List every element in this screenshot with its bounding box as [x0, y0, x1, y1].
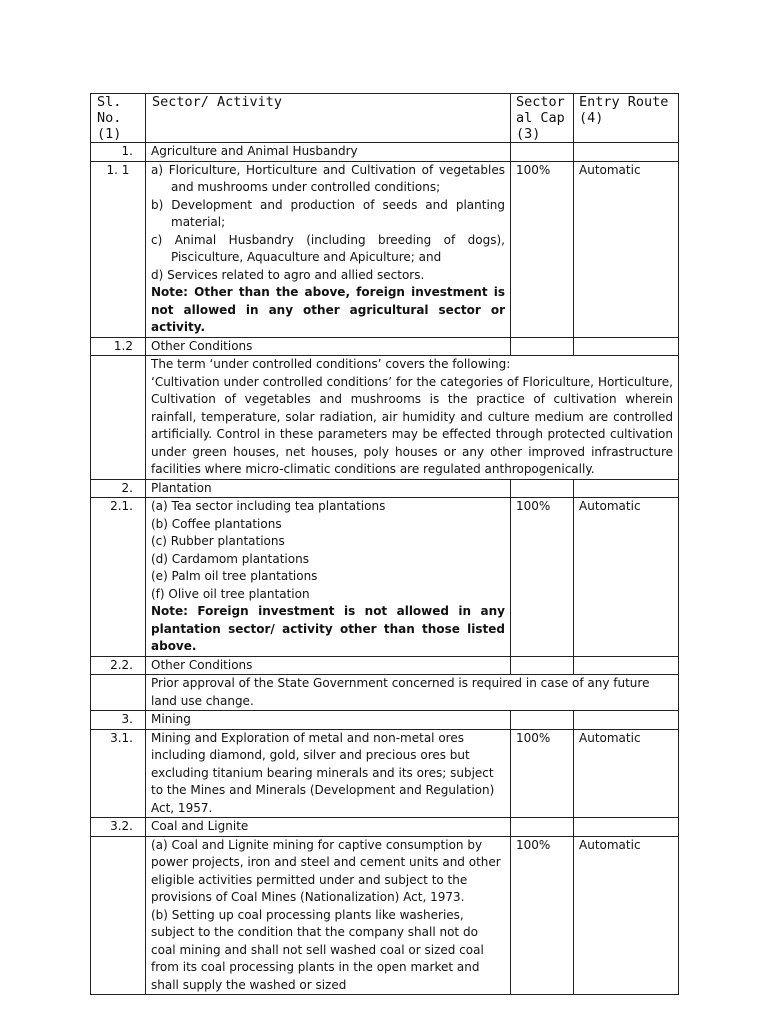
table-row — [91, 675, 679, 711]
row-number: 1. 1 — [91, 161, 146, 337]
table-row — [91, 729, 679, 818]
section-title: Coal and Lignite — [146, 818, 511, 837]
cap-value: 100% — [511, 729, 574, 818]
table-header-row — [91, 94, 679, 143]
row-number: 3. — [91, 711, 146, 730]
route-value: Automatic — [574, 498, 679, 657]
section-title: Plantation — [146, 479, 511, 498]
list-item: (f) Olive oil tree plantation — [151, 586, 310, 601]
list-item: b) Development and production of seeds and planting material; — [151, 197, 505, 229]
conditions-text: The term ‘under controlled conditions’ covers the following: ‘Cultivation under controlled conditions’ for the categories of Floriculture, Horticulture, Cultivation of vegetables and mushrooms is the practice of cultivation wherein rainfall, temperature, solar radiation, air humidity and culture medium are controlled artificially. Control in these parameters may be effected through protected cultivation under green houses, net houses, poly houses or any other improved infrastructure facilities where micro-climatic conditions are regulated anthropogenically. — [146, 356, 679, 480]
table-row — [91, 818, 679, 837]
list-item: a) Floriculture, Horticulture and Cultivation of vegetables and mushrooms under controlled conditions; — [151, 162, 505, 194]
route-value: Automatic — [574, 161, 679, 337]
fdi-sector-table — [90, 93, 679, 995]
note-text: Note: Foreign investment is not allowed in any plantation sector/ activity other than those listed above. — [151, 604, 505, 653]
section-title: Mining — [146, 711, 511, 730]
table-row — [91, 836, 679, 995]
section-title: Agriculture and Animal Husbandry — [146, 143, 511, 162]
list-item: (a) Coal and Lignite mining for captive consumption by power projects, iron and steel and cement units and other eligible activities permitted under and subject to the provisions of Coal Mines (Nationalization) Act, 1973. — [151, 837, 501, 904]
row-number: 1. — [91, 143, 146, 162]
table-row — [91, 143, 679, 162]
row-number: 1.2 — [91, 337, 146, 356]
table-row — [91, 656, 679, 675]
conditions-text: Prior approval of the State Government concerned is required in case of any future land use change. — [146, 675, 679, 711]
list-item: (d) Cardamom plantations — [151, 551, 309, 566]
activity-cell — [146, 498, 511, 657]
table-row — [91, 337, 679, 356]
header-sl-no: Sl. No. (1) — [91, 94, 146, 143]
row-number: 2.1. — [91, 498, 146, 657]
conditions-title: Other Conditions — [146, 656, 511, 675]
cap-value: 100% — [511, 161, 574, 337]
list-item: (a) Tea sector including tea plantations — [151, 499, 386, 513]
route-value: Automatic — [574, 836, 679, 995]
list-item: c) Animal Husbandry (including breeding of dogs), Pisciculture, Aquaculture and Apiculture; and — [151, 232, 505, 264]
header-sectoral-cap: Sector al Cap (3) — [511, 94, 574, 143]
list-item: (b) Coffee plantations — [151, 516, 282, 531]
table-row — [91, 479, 679, 498]
table-row — [91, 161, 679, 337]
header-sector-activity: Sector/ Activity — [146, 94, 511, 143]
row-number: 2. — [91, 479, 146, 498]
route-value: Automatic — [574, 729, 679, 818]
row-number: 3.1. — [91, 729, 146, 818]
list-item: (e) Palm oil tree plantations — [151, 569, 318, 583]
cap-value: 100% — [511, 836, 574, 995]
conditions-title: Other Conditions — [146, 337, 511, 356]
table-row — [91, 711, 679, 730]
row-number: 3.2. — [91, 818, 146, 837]
header-entry-route: Entry Route (4) — [574, 94, 679, 143]
activity-cell — [146, 161, 511, 337]
table-row — [91, 356, 679, 480]
list-item: (c) Rubber plantations — [151, 534, 285, 548]
activity-cell: Mining and Exploration of metal and non-metal ores including diamond, gold, silver and precious ores but excluding titanium bearing minerals and its ores; subject to the Mines and Minerals (Development and Regulation) Act, 1957. — [146, 729, 511, 818]
cap-value: 100% — [511, 498, 574, 657]
list-item: d) Services related to agro and allied sectors. — [151, 267, 425, 282]
list-item: (b) Setting up coal processing plants like washeries, subject to the condition that the company shall not do coal mining and shall not sell washed coal or sized coal from its coal processing plants in the open market and shall supply the washed or sized — [151, 907, 484, 992]
table-row — [91, 498, 679, 657]
note-text: Note: Other than the above, foreign investment is not allowed in any other agricultural sector or activity. — [151, 285, 505, 334]
activity-cell — [146, 836, 511, 995]
row-number: 2.2. — [91, 656, 146, 675]
